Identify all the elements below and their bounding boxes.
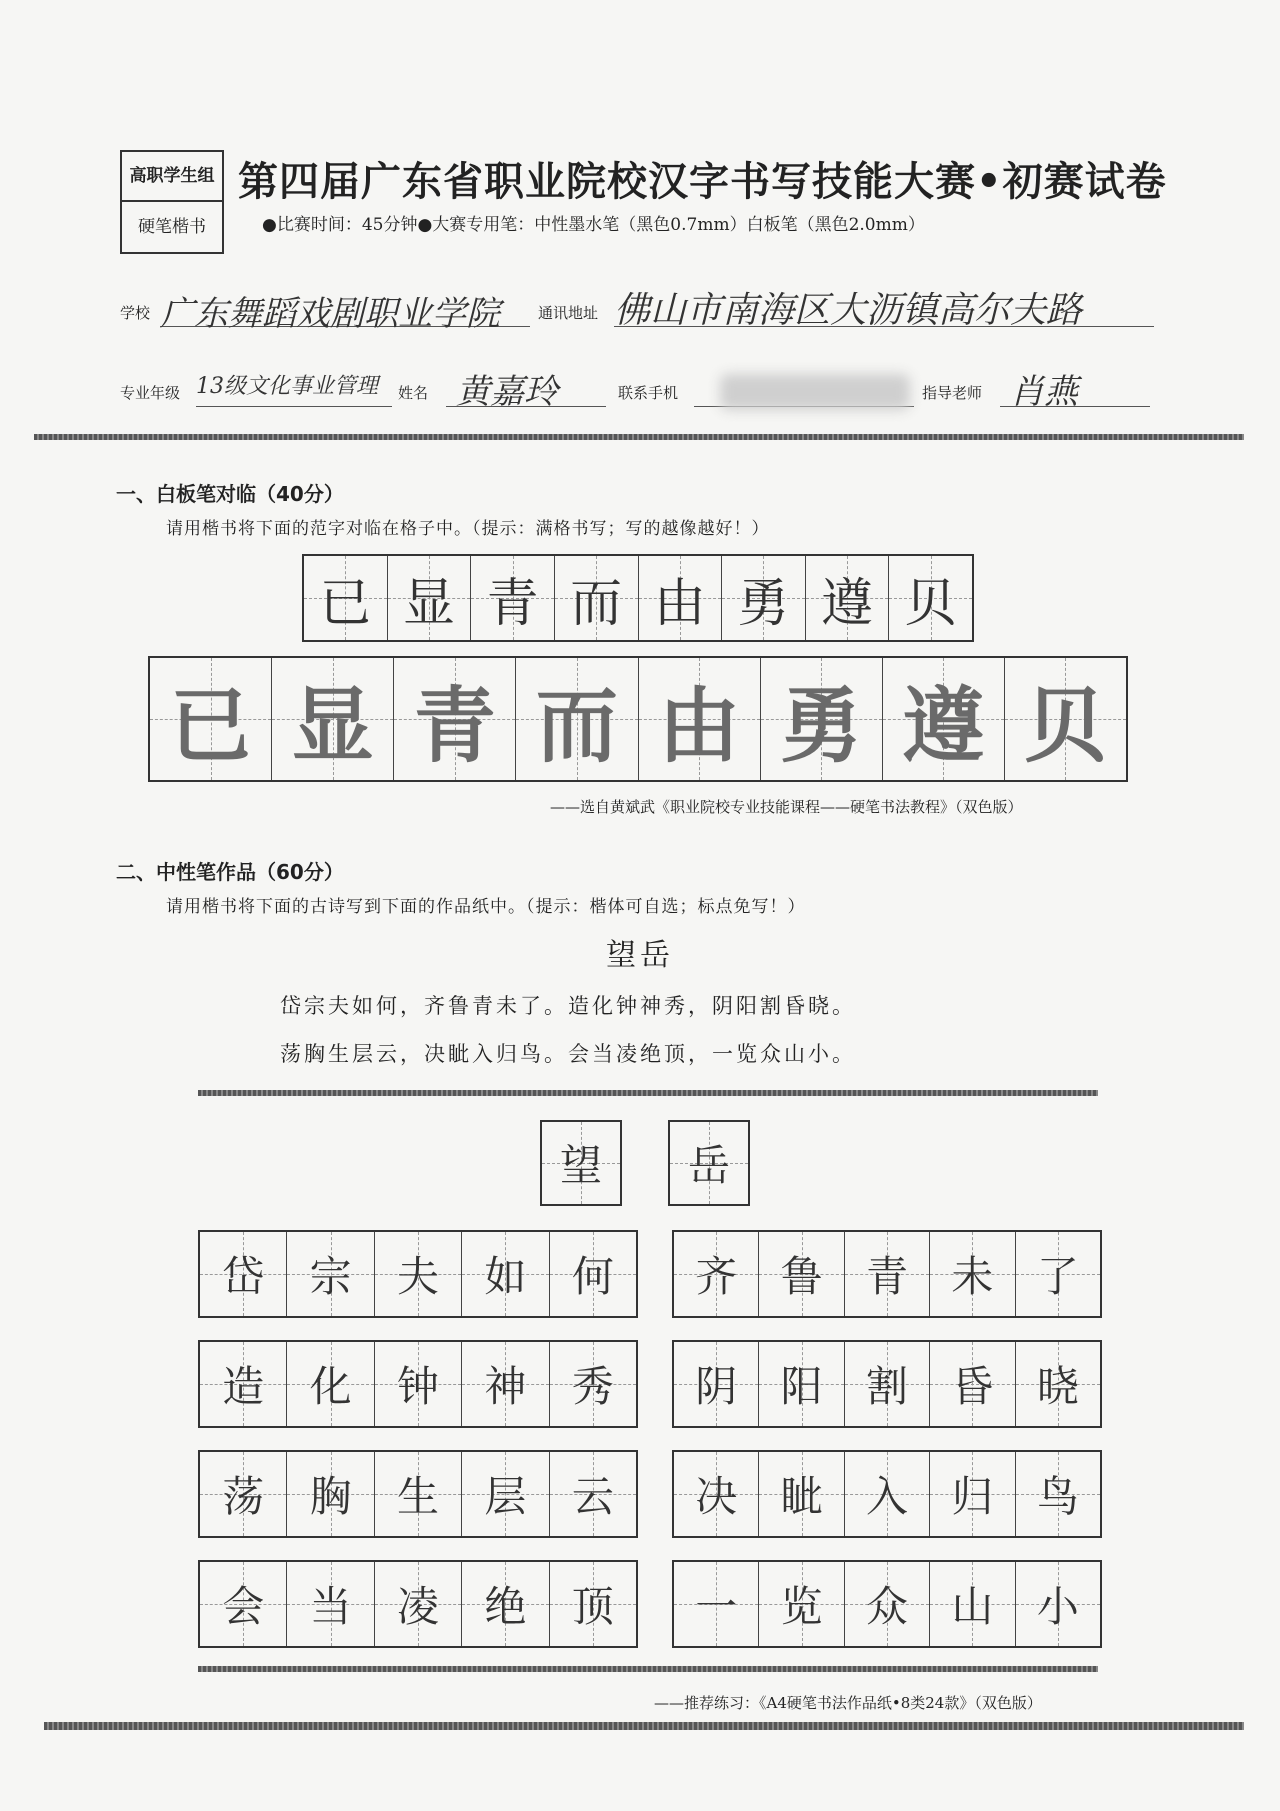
- model-char: 而: [535, 678, 618, 774]
- grid-cell: [461, 1232, 548, 1316]
- grid-cell: [542, 1122, 620, 1204]
- work-char: 胸: [309, 1472, 352, 1521]
- work-char: 未: [951, 1252, 994, 1301]
- teacher-label: 指导老师: [922, 384, 983, 402]
- grid-cell: [286, 1232, 373, 1316]
- address-value: 佛山市南海区大沥镇高尔夫路: [614, 290, 1083, 331]
- copied-char: 由: [653, 573, 706, 634]
- copied-char: 而: [570, 573, 623, 634]
- work-char: 岱: [222, 1252, 265, 1301]
- grid-cell: [554, 556, 638, 640]
- grid-cell: [387, 556, 471, 640]
- grid-cell: [844, 1342, 929, 1426]
- work-char: 神: [484, 1362, 527, 1411]
- work-row-right: [672, 1230, 1102, 1318]
- address-label: 通讯地址: [538, 304, 599, 322]
- grid-cell: [674, 1232, 758, 1316]
- grid-cell: [549, 1232, 636, 1316]
- grid-cell: [374, 1562, 461, 1646]
- work-row-left: [198, 1340, 638, 1428]
- work-bottom-border: [198, 1666, 1098, 1672]
- grid-cell: [549, 1342, 636, 1426]
- grid-cell: [844, 1452, 929, 1536]
- grid-cell: [1004, 658, 1126, 780]
- grid-cell: [200, 1452, 286, 1536]
- work-title-char: 望: [559, 1141, 602, 1190]
- work-row-left: [198, 1450, 638, 1538]
- work-char: 钟: [397, 1362, 440, 1411]
- work-row-right: [672, 1340, 1102, 1428]
- grid-cell: [549, 1452, 636, 1536]
- grid-cell: [470, 556, 554, 640]
- grid-cell: [670, 1122, 748, 1204]
- section2-instruction: 请用楷书将下面的古诗写到下面的作品纸中。（提示：楷体可自选；标点免写！）: [166, 897, 806, 917]
- grid-cell: [286, 1452, 373, 1536]
- badge-group-label: 高职学生组: [122, 152, 222, 202]
- work-row-right: [672, 1560, 1102, 1648]
- model-char: 青: [413, 678, 496, 774]
- work-char: 昏: [951, 1362, 994, 1411]
- work-char: 荡: [222, 1472, 265, 1521]
- grid-cell: [200, 1232, 286, 1316]
- work-title-box: [668, 1120, 750, 1206]
- grid-cell: [805, 556, 889, 640]
- grid-cell: [638, 556, 722, 640]
- copied-char: 已: [319, 573, 372, 634]
- grid-cell: [271, 658, 393, 780]
- work-char: 造: [222, 1362, 265, 1411]
- work-char: 层: [484, 1472, 527, 1521]
- section1-credit: ——选自黄斌武《职业院校专业技能课程——硬笔书法教程》（双色版）: [550, 798, 1023, 816]
- work-char: 眦: [780, 1472, 823, 1521]
- grid-cell: [150, 658, 271, 780]
- grid-cell: [374, 1232, 461, 1316]
- work-char: 生: [397, 1472, 440, 1521]
- page-subtitle: ●比赛时间：45分钟●大赛专用笔：中性墨水笔（黑色0.7mm）白板笔（黑色2.0mm）: [262, 215, 925, 235]
- copy-grid: [302, 554, 974, 642]
- work-row-right: [672, 1450, 1102, 1538]
- model-char: 贝: [1024, 678, 1107, 774]
- work-char: 何: [571, 1252, 614, 1301]
- grid-cell: [929, 1232, 1014, 1316]
- copied-char: 遵: [821, 573, 874, 634]
- grid-cell: [888, 556, 972, 640]
- work-top-border: [198, 1090, 1098, 1096]
- section1-heading: 一、白板笔对临（40分）: [116, 482, 344, 506]
- model-char: 已: [169, 678, 252, 774]
- grid-cell: [844, 1232, 929, 1316]
- grid-cell: [304, 556, 387, 640]
- work-char: 一: [695, 1582, 738, 1631]
- grid-cell: [461, 1562, 548, 1646]
- grid-cell: [929, 1342, 1014, 1426]
- work-char: 青: [866, 1252, 909, 1301]
- name-label: 姓名: [398, 384, 429, 402]
- poem-line-2: 荡胸生层云，决眦入归鸟。会当凌绝顶，一览众山小。: [280, 1042, 856, 1066]
- work-char: 如: [484, 1252, 527, 1301]
- grid-cell: [674, 1562, 758, 1646]
- grid-cell: [1015, 1452, 1100, 1536]
- work-char: 决: [695, 1472, 738, 1521]
- teacher-value: 肖燕: [1010, 372, 1078, 412]
- badge-style-label: 硬笔楷书: [138, 217, 206, 237]
- work-char: 绝: [484, 1582, 527, 1631]
- name-field: [446, 364, 606, 412]
- grid-cell: [1015, 1232, 1100, 1316]
- grid-cell: [758, 1562, 843, 1646]
- school-field: [160, 286, 530, 334]
- grid-cell: [929, 1452, 1014, 1536]
- work-char: 众: [866, 1582, 909, 1631]
- grid-cell: [721, 556, 805, 640]
- work-char: 凌: [397, 1582, 440, 1631]
- major-label: 专业年级: [120, 384, 181, 402]
- phone-redacted: [720, 374, 910, 410]
- model-char: 勇: [780, 678, 863, 774]
- major-field: [196, 368, 392, 407]
- footer-border: [44, 1722, 1244, 1730]
- work-char: 阳: [780, 1362, 823, 1411]
- work-char: 割: [866, 1362, 909, 1411]
- work-char: 齐: [695, 1252, 738, 1301]
- major-value: 13级文化事业管理: [196, 374, 378, 399]
- work-char: 会: [222, 1582, 265, 1631]
- work-char: 鸟: [1036, 1472, 1079, 1521]
- work-char: 了: [1036, 1252, 1079, 1301]
- work-char: 入: [866, 1472, 909, 1521]
- copied-char: 显: [402, 573, 455, 634]
- poem-line-1: 岱宗夫如何，齐鲁青未了。造化钟神秀，阴阳割昏晓。: [280, 994, 856, 1018]
- grid-cell: [844, 1562, 929, 1646]
- page-title: 第四届广东省职业院校汉字书写技能大赛•初赛试卷: [238, 159, 1167, 205]
- work-char: 顶: [571, 1582, 614, 1631]
- section2-credit: ——推荐练习：《A4硬笔书法作品纸•8类24款》（双色版）: [654, 1694, 1042, 1712]
- address-field: [614, 282, 1154, 331]
- work-char: 当: [309, 1582, 352, 1631]
- work-row-left: [198, 1230, 638, 1318]
- model-char: 遵: [902, 678, 985, 774]
- model-char: 由: [658, 678, 741, 774]
- section1-instruction: 请用楷书将下面的范字对临在格子中。（提示：满格书写；写的越像越好！）: [166, 519, 770, 539]
- model-grid: [148, 656, 1128, 782]
- grid-cell: [200, 1562, 286, 1646]
- work-char: 归: [951, 1472, 994, 1521]
- grid-cell: [882, 658, 1004, 780]
- copied-char: 贝: [904, 573, 957, 634]
- work-title-box: [540, 1120, 622, 1206]
- work-row-left: [198, 1560, 638, 1648]
- work-char: 小: [1036, 1582, 1079, 1631]
- phone-label: 联系手机: [618, 384, 679, 402]
- grid-cell: [549, 1562, 636, 1646]
- work-char: 山: [951, 1582, 994, 1631]
- grid-cell: [286, 1562, 373, 1646]
- name-value: 黄嘉玲: [456, 372, 558, 412]
- section2-heading: 二、中性笔作品（60分）: [116, 860, 344, 884]
- grid-cell: [1015, 1342, 1100, 1426]
- work-char: 宗: [309, 1252, 352, 1301]
- copied-char: 勇: [737, 573, 790, 634]
- work-char: 阴: [695, 1362, 738, 1411]
- group-badge: [120, 150, 224, 254]
- header-divider: [34, 434, 1244, 440]
- work-title-char: 岳: [687, 1141, 730, 1190]
- copied-char: 青: [486, 573, 539, 634]
- grid-cell: [286, 1342, 373, 1426]
- model-char: 显: [291, 678, 374, 774]
- grid-cell: [758, 1342, 843, 1426]
- grid-cell: [638, 658, 760, 780]
- work-char: 览: [780, 1582, 823, 1631]
- work-char: 云: [571, 1472, 614, 1521]
- work-char: 化: [309, 1362, 352, 1411]
- school-label: 学校: [120, 304, 151, 322]
- work-char: 夫: [397, 1252, 440, 1301]
- grid-cell: [393, 658, 515, 780]
- grid-cell: [374, 1452, 461, 1536]
- grid-cell: [674, 1342, 758, 1426]
- work-char: 秀: [571, 1362, 614, 1411]
- poem-title: 望岳: [606, 938, 674, 973]
- grid-cell: [374, 1342, 461, 1426]
- grid-cell: [760, 658, 882, 780]
- grid-cell: [515, 658, 637, 780]
- grid-cell: [461, 1342, 548, 1426]
- work-char: 鲁: [780, 1252, 823, 1301]
- grid-cell: [758, 1452, 843, 1536]
- grid-cell: [1015, 1562, 1100, 1646]
- school-value: 广东舞蹈戏剧职业学院: [160, 294, 500, 334]
- teacher-field: [1000, 364, 1150, 412]
- grid-cell: [758, 1232, 843, 1316]
- grid-cell: [929, 1562, 1014, 1646]
- grid-cell: [200, 1342, 286, 1426]
- grid-cell: [674, 1452, 758, 1536]
- work-char: 晓: [1036, 1362, 1079, 1411]
- grid-cell: [461, 1452, 548, 1536]
